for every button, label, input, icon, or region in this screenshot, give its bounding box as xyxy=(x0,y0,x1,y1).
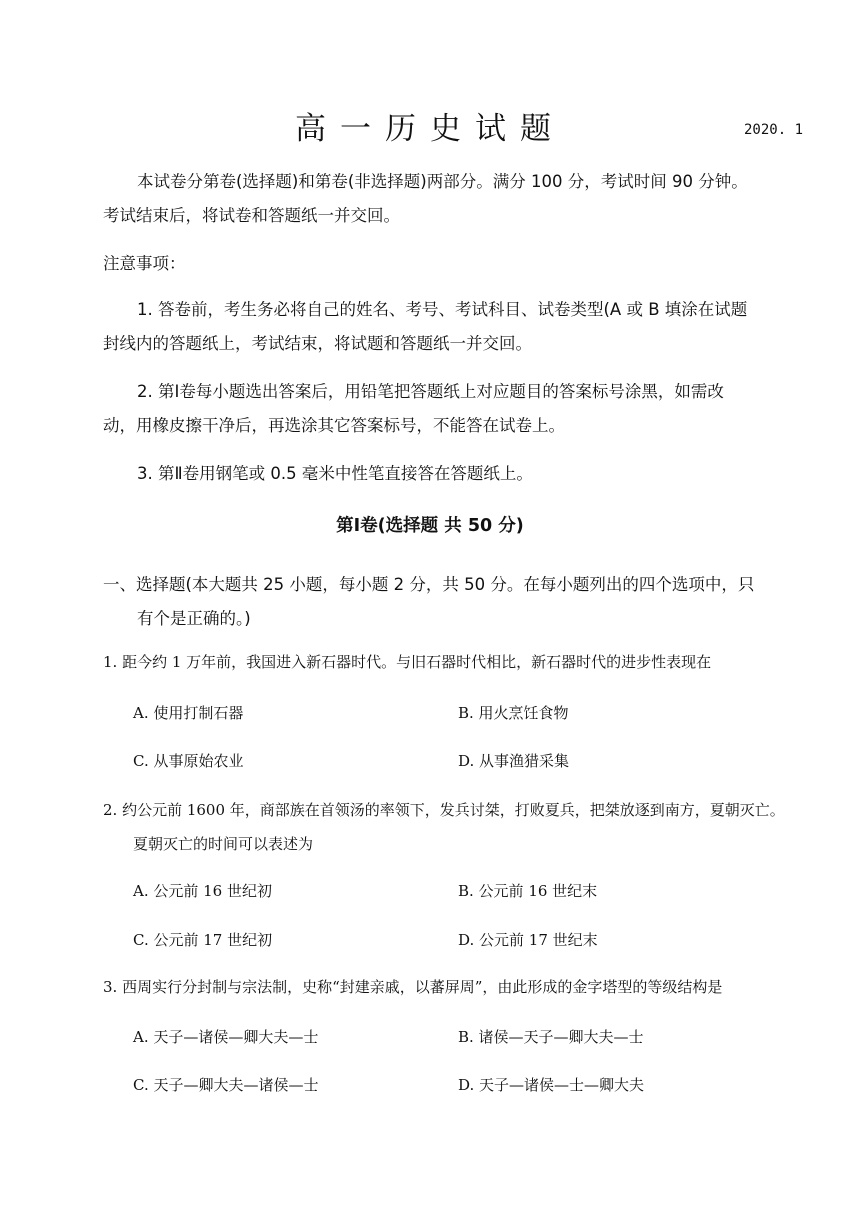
question-1-option-d: D. 从事渔猎采集 xyxy=(458,752,570,770)
question-3-stem-line-1: 3. 西周实行分封制与宗法制，史称“封建亲戚，以蕃屏周”，由此形成的金字塔型的等级结构是 xyxy=(103,978,723,996)
note-1-line-1: 1. 答卷前，考生务必将自己的姓名、考号、考试科目、试卷类型(A 或 B 填涂在试题 xyxy=(137,300,748,319)
question-2-option-b: B. 公元前 16 世纪末 xyxy=(458,882,598,900)
question-2-stem-line-2: 夏朝灭亡的时间可以表述为 xyxy=(133,835,314,853)
note-1 xyxy=(103,293,793,361)
question-1-option-a: A. 使用打制石器 xyxy=(133,704,244,722)
note-1-line-2: 封线内的答题纸上，考试结束，将试题和答题纸一并交回。 xyxy=(103,334,532,353)
question-2-option-d: D. 公元前 17 世纪末 xyxy=(458,931,598,949)
intro-line-2: 考试结束后，将试卷和答题纸一并交回。 xyxy=(103,206,400,225)
note-2-line-2: 动，用橡皮擦干净后，再选涂其它答案标号，不能答在试卷上。 xyxy=(103,416,565,435)
exam-date: 2020. 1 xyxy=(744,122,804,138)
intro-line-1: 本试卷分第卷(选择题)和第卷(非选择题)两部分。满分 100 分，考试时间 90 分钟。 xyxy=(137,172,748,191)
note-2-line-1: 2. 第Ⅰ卷每小题选出答案后，用铅笔把答题纸上对应题目的答案标号涂黑，如需改 xyxy=(137,382,724,401)
question-3-option-d: D. 天子—诸侯—士—卿大夫 xyxy=(458,1076,645,1094)
question-3-option-a: A. 天子—诸侯—卿大夫—士 xyxy=(133,1028,319,1046)
question-1-stem-line-1: 1. 距今约 1 万年前，我国进入新石器时代。与旧石器时代相比，新石器时代的进步性表现在 xyxy=(103,653,712,671)
notes-heading: 注意事项： xyxy=(103,254,186,273)
question-1-option-c: C. 从事原始农业 xyxy=(133,752,244,770)
part-line-1: 一、选择题(本大题共 25 小题，每小题 2 分，共 50 分。在每小题列出的四个选项中，只 xyxy=(103,575,755,594)
question-3-option-b: B. 诸侯—天子—卿大夫—士 xyxy=(458,1028,644,1046)
question-1-stem xyxy=(103,645,793,679)
question-2-option-c: C. 公元前 17 世纪初 xyxy=(133,931,273,949)
section-title: 第Ⅰ卷(选择题 共 50 分) xyxy=(336,516,524,536)
intro-paragraph xyxy=(103,165,793,233)
question-3-option-c: C. 天子—卿大夫—诸侯—士 xyxy=(133,1076,319,1094)
question-2-stem-line-1: 2. 约公元前 1600 年，商部族在首领汤的率领下，发兵讨桀，打败夏兵，把桀放逐到南方，夏朝灭亡。 xyxy=(103,801,785,819)
part-line-2: 有个是正确的。) xyxy=(137,609,251,628)
exam-title: 高一历史试题 xyxy=(295,111,565,147)
note-3-line: 3. 第Ⅱ卷用钢笔或 0.5 毫米中性笔直接答在答题纸上。 xyxy=(137,464,533,483)
note-2 xyxy=(103,375,793,443)
question-2-option-a: A. 公元前 16 世纪初 xyxy=(133,882,272,900)
question-2-stem xyxy=(103,793,793,861)
question-3-stem xyxy=(103,970,793,1004)
part-instructions xyxy=(103,568,793,636)
note-3 xyxy=(103,457,793,491)
question-1-option-b: B. 用火烹饪食物 xyxy=(458,704,569,722)
